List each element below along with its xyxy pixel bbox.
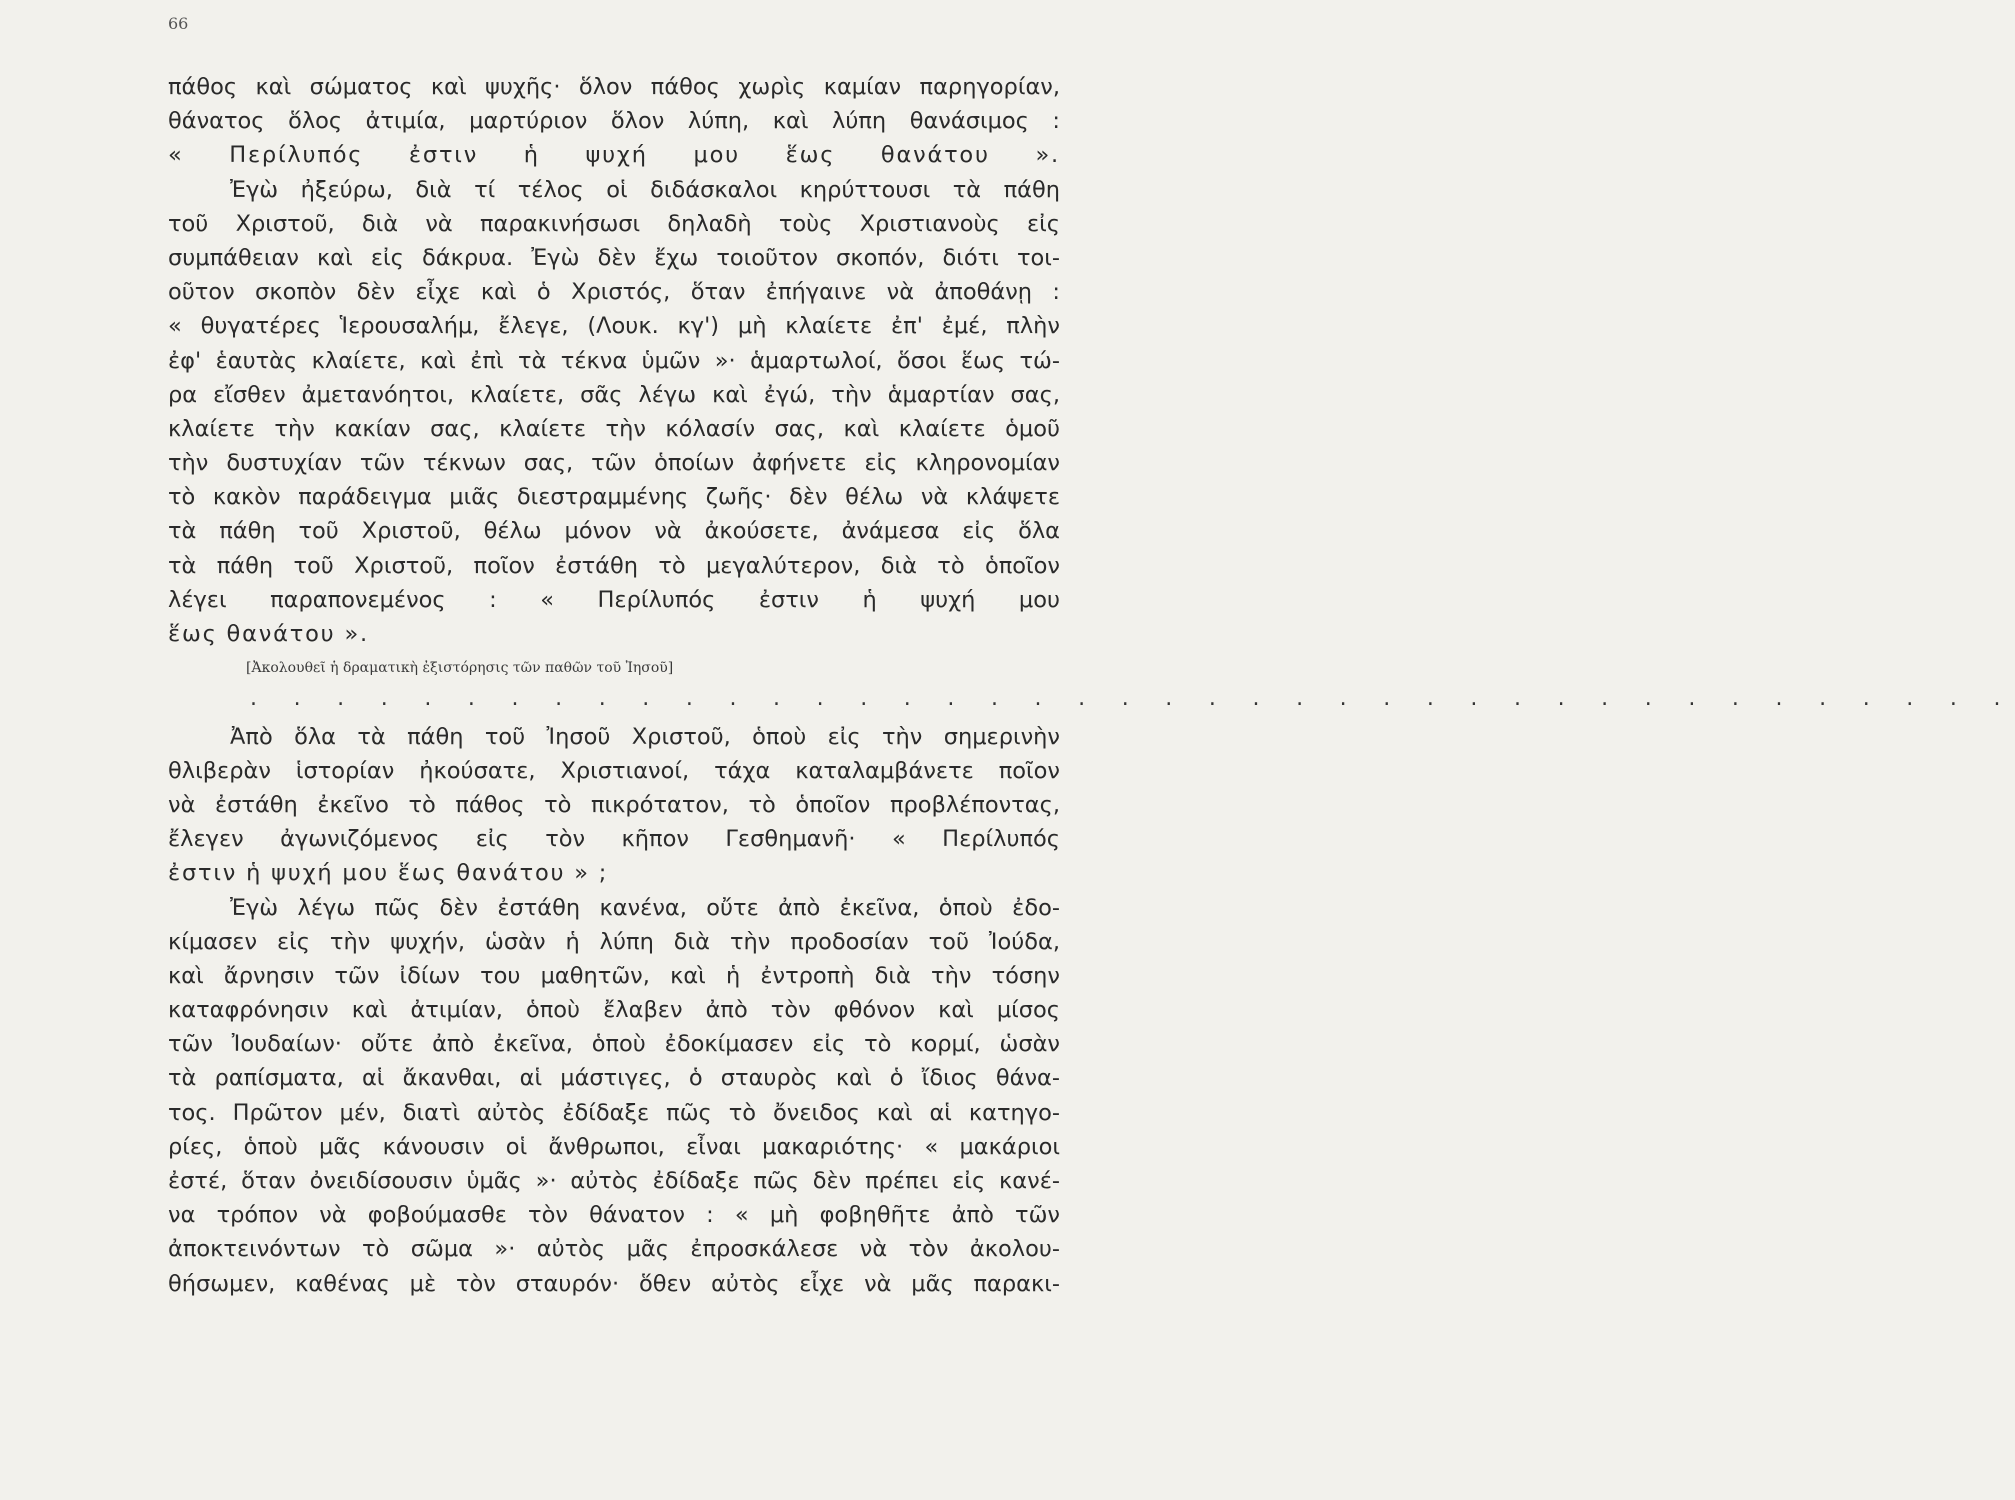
- text-line: τὰ πάθη τοῦ Χριστοῦ, θέλω μόνον νὰ ἀκούσετε, ἀνάμεσα εἰς ὅλα: [168, 518, 1060, 545]
- body-text: [168, 70, 2015, 1301]
- text-line: Ἀπὸ ὅλα τὰ πάθη τοῦ Ἰησοῦ Χριστοῦ, ὁποὺ εἰς τὴν σημερινὴν: [230, 723, 1060, 750]
- text-line: τος. Πρῶτον μέν, διατὶ αὐτὸς ἐδίδαξε πῶς τὸ ὄνειδος καὶ αἱ κατηγο-: [168, 1099, 1060, 1126]
- text-line: ἐφ' ἑαυτὰς κλαίετε, καὶ ἐπὶ τὰ τέκνα ὑμῶν »· ἁμαρτωλοί, ὅσοι ἕως τώ-: [168, 347, 1060, 374]
- text-line: ἀποκτεινόντων τὸ σῶμα »· αὐτὸς μᾶς ἐπροσκάλεσε νὰ τὸν ἀκολου-: [168, 1236, 1060, 1263]
- text-line: καὶ ἄρνησιν τῶν ἰδίων του μαθητῶν, καὶ ἡ ἐντροπὴ διὰ τὴν τόσην: [168, 962, 1060, 989]
- bracket-note: [Ἀκολουθεῖ ἡ δραματικὴ ἐξιστόρησις τῶν παθῶν τοῦ Ἰησοῦ]: [246, 660, 674, 677]
- text-line: συμπάθειαν καὶ εἰς δάκρυα. Ἐγὼ δὲν ἔχω τοιοῦτον σκοπόν, διότι τοι-: [168, 244, 1060, 271]
- text-line: νὰ ἐστάθη ἐκεῖνο τὸ πάθος τὸ πικρότατον, τὸ ὁποῖον προβλέποντας,: [168, 791, 1060, 818]
- text-line: θήσωμεν, καθένας μὲ τὸν σταυρόν· ὅθεν αὐτὸς εἶχε νὰ μᾶς παρακι-: [168, 1270, 1060, 1297]
- text-line: ἕως θανάτου ».: [168, 621, 369, 647]
- text-line: τὸ κακὸν παράδειγμα μιᾶς διεστραμμένης ζωῆς· δὲν θέλω νὰ κλάψετε: [168, 484, 1060, 511]
- text-line: « θυγατέρες Ἱερουσαλήμ, ἔλεγε, (Λουκ. κγ') μὴ κλαίετε ἐπ' ἐμέ, πλὴν: [168, 313, 1060, 340]
- text-line: λέγει παραπονεμένος : « Περίλυπός ἐστιν ἡ ψυχή μου: [168, 586, 1060, 613]
- text-line: θλιβερὰν ἱστορίαν ἠκούσατε, Χριστιανοί, τάχα καταλαμβάνετε ποῖον: [168, 757, 1060, 784]
- text-line: θάνατος ὅλος ἀτιμία, μαρτύριον ὅλον λύπη, καὶ λύπη θανάσιμος :: [168, 108, 1060, 135]
- text-line: Ἐγὼ λέγω πῶς δὲν ἐστάθη κανένα, οὔτε ἀπὸ ἐκεῖνα, ὁποὺ ἐδο-: [230, 894, 1060, 921]
- text-line: κίμασεν εἰς τὴν ψυχήν, ὡσὰν ἡ λύπη διὰ τὴν προδοσίαν τοῦ Ἰούδα,: [168, 928, 1060, 955]
- text-line: Ἐγὼ ἠξεύρω, διὰ τί τέλος οἱ διδάσκαλοι κηρύττουσι τὰ πάθη: [230, 176, 1060, 203]
- text-line: ρίες, ὁποὺ μᾶς κάνουσιν οἱ ἄνθρωποι, εἶναι μακαριότης· « μακάριοι: [168, 1133, 1060, 1160]
- text-line: οῦτον σκοπὸν δὲν εἶχε καὶ ὁ Χριστός, ὅταν ἐπήγαινε νὰ ἀποθάνῃ :: [168, 279, 1060, 306]
- page-number: 66: [168, 14, 189, 33]
- text-line: ἔλεγεν ἀγωνιζόμενος εἰς τὸν κῆπον Γεσθημανῆ· « Περίλυπός: [168, 826, 1060, 853]
- ellipsis-row: . . . . . . . . . . . . . . . . . . . . . . . . . . . . . . . . . . . . . . . . .: [250, 686, 2015, 712]
- text-line: τὰ ραπίσματα, αἱ ἄκανθαι, αἱ μάστιγες, ὁ σταυρὸς καὶ ὁ ἴδιος θάνα-: [168, 1065, 1060, 1092]
- text-line: τὴν δυστυχίαν τῶν τέκνων σας, τῶν ὁποίων ἀφήνετε εἰς κληρονομίαν: [168, 450, 1060, 477]
- text-line: τῶν Ἰουδαίων· οὔτε ἀπὸ ἐκεῖνα, ὁποὺ ἐδοκίμασεν εἰς τὸ κορμί, ὡσὰν: [168, 1031, 1060, 1058]
- text-line: « Περίλυπός ἐστιν ἡ ψυχή μου ἕως θανάτου ».: [168, 142, 1060, 169]
- text-line: τὰ πάθη τοῦ Χριστοῦ, ποῖον ἐστάθη τὸ μεγαλύτερον, διὰ τὸ ὁποῖον: [168, 552, 1060, 579]
- text-line: πάθος καὶ σώματος καὶ ψυχῆς· ὅλον πάθος χωρὶς καμίαν παρηγορίαν,: [168, 74, 1060, 100]
- text-line: να τρόπον νὰ φοβούμασθε τὸν θάνατον : « μὴ φοβηθῆτε ἀπὸ τῶν: [168, 1202, 1060, 1229]
- text-line: ἐστέ, ὅταν ὀνειδίσουσιν ὑμᾶς »· αὐτὸς ἐδίδαξε πῶς δὲν πρέπει εἰς κανέ-: [168, 1168, 1060, 1194]
- text-line: ἐστιν ἡ ψυχή μου ἕως θανάτου » ;: [168, 860, 609, 887]
- text-line: κλαίετε τὴν κακίαν σας, κλαίετε τὴν κόλασίν σας, καὶ κλαίετε ὁμοῦ: [168, 415, 1060, 442]
- text-line: ρα εἴσθεν ἀμετανόητοι, κλαίετε, σᾶς λέγω καὶ ἐγώ, τὴν ἁμαρτίαν σας,: [168, 381, 1060, 408]
- text-line: τοῦ Χριστοῦ, διὰ νὰ παρακινήσωσι δηλαδὴ τοὺς Χριστιανοὺς εἰς: [168, 210, 1060, 237]
- text-line: καταφρόνησιν καὶ ἀτιμίαν, ὁποὺ ἔλαβεν ἀπὸ τὸν φθόνον καὶ μίσος: [168, 997, 1060, 1024]
